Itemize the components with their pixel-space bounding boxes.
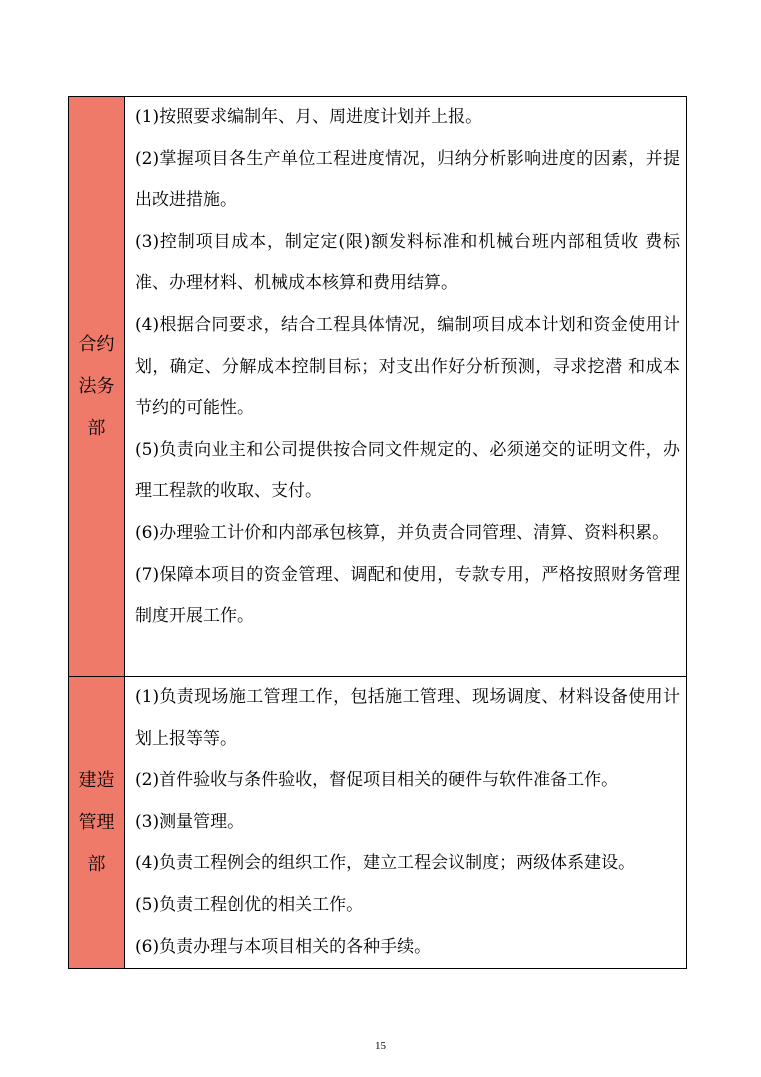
duty-item: (2)首件验收与条件验收，督促项目相关的硬件与软件准备工作。	[135, 770, 619, 791]
responsibility-table	[68, 96, 687, 969]
duty-item: (6)负责办理与本项目相关的各种手续。	[135, 936, 432, 957]
duty-item: (4)根据合同要求，结合工程具体情况，编制项目成本计划和资金使用计划，确定、分解成本控制目标；对支出作好分析预测，寻求挖潜 和成本节约的可能性。	[135, 314, 680, 419]
department-name: 建造管理部	[78, 769, 115, 875]
department-name: 合约法务部	[78, 333, 115, 439]
duty-item: (1)按照要求编制年、月、周进度计划并上报。	[135, 107, 483, 127]
department-cell	[69, 677, 125, 969]
duty-item: (6)办理验工计价和内部承包核算，并负责合同管理、清算、资料积累。	[135, 522, 670, 543]
duties-cell	[125, 97, 687, 677]
table-row	[69, 97, 687, 677]
duty-item: (7)保障本项目的资金管理、调配和使用，专款专用，严格按照财务管理制度开展工作。	[135, 564, 680, 627]
duty-item: (1)负责现场施工管理工作，包括施工管理、现场调度、材料设备使用计划上报等等。	[135, 687, 680, 749]
page-number: 15	[375, 1040, 386, 1052]
duties-cell	[125, 677, 687, 969]
table-row	[69, 677, 687, 969]
duty-item: (5)负责向业主和公司提供按合同文件规定的、必须递交的证明文件，办理工程款的收取、支付。	[135, 439, 680, 502]
duty-item: (3)测量管理。	[135, 811, 245, 832]
duty-item: (3)控制项目成本，制定定(限)额发料标准和机械台班内部租赁收 费标准、办理材料、机械成本核算和费用结算。	[135, 231, 680, 294]
duty-item: (4)负责工程例会的组织工作，建立工程会议制度；两级体系建设。	[135, 853, 636, 874]
duty-item: (5)负责工程创优的相关工作。	[135, 894, 364, 915]
department-cell	[69, 97, 125, 677]
duty-item: (2)掌握项目各生产单位工程进度情况，归纳分析影响进度的因素，并提出改进措施。	[135, 148, 680, 211]
